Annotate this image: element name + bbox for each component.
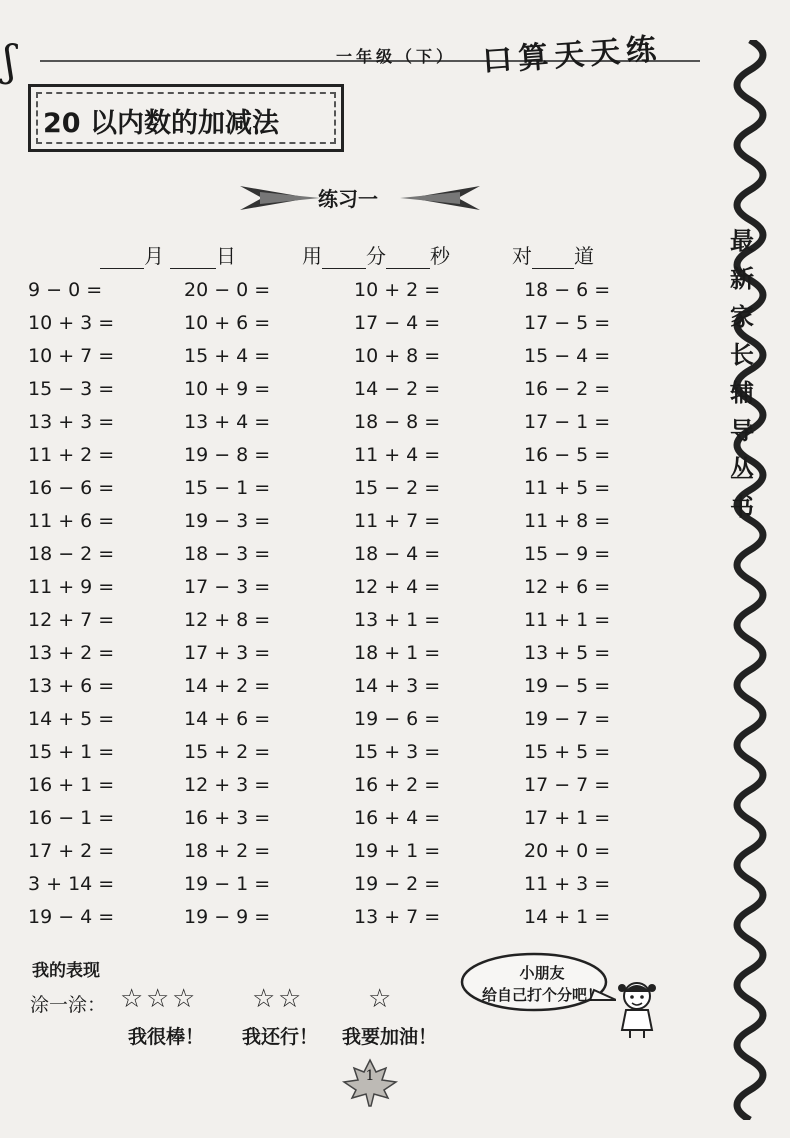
problem-item[interactable]: 9 − 0 = bbox=[28, 279, 103, 301]
problem-item[interactable]: 16 − 1 = bbox=[28, 807, 115, 829]
problem-item[interactable]: 11 + 7 = bbox=[354, 510, 441, 532]
problem-item[interactable]: 18 − 2 = bbox=[28, 543, 115, 565]
problem-item[interactable]: 14 + 6 = bbox=[184, 708, 271, 730]
problem-item[interactable]: 15 − 9 = bbox=[524, 543, 611, 565]
problem-item[interactable]: 16 + 1 = bbox=[28, 774, 115, 796]
series-char: 长 bbox=[730, 340, 754, 369]
problem-item[interactable]: 13 + 4 = bbox=[184, 411, 271, 433]
problem-item[interactable]: 18 + 1 = bbox=[354, 642, 441, 664]
problem-column-3 bbox=[354, 276, 440, 936]
problem-item[interactable]: 14 + 1 = bbox=[524, 906, 611, 928]
problem-item[interactable]: 17 − 5 = bbox=[524, 312, 611, 334]
star-icon[interactable]: ☆ bbox=[172, 984, 196, 1014]
series-char: 丛 bbox=[730, 454, 754, 483]
series-char: 新 bbox=[730, 264, 754, 293]
problem-item[interactable]: 15 + 5 = bbox=[524, 741, 611, 763]
problem-item[interactable]: 15 + 1 = bbox=[28, 741, 115, 763]
problem-item[interactable]: 3 + 14 = bbox=[28, 873, 115, 895]
problem-item[interactable]: 11 + 8 = bbox=[524, 510, 611, 532]
problem-item[interactable]: 14 − 2 = bbox=[354, 378, 441, 400]
problem-item[interactable]: 10 + 6 = bbox=[184, 312, 271, 334]
problem-item[interactable]: 19 − 4 = bbox=[28, 906, 115, 928]
series-char: 家 bbox=[730, 302, 754, 331]
problem-item[interactable]: 11 + 9 = bbox=[28, 576, 115, 598]
problem-item[interactable]: 17 − 1 = bbox=[524, 411, 611, 433]
problem-item[interactable]: 10 + 9 = bbox=[184, 378, 271, 400]
star-icon[interactable]: ☆ bbox=[252, 984, 276, 1014]
problem-item[interactable]: 19 − 7 = bbox=[524, 708, 611, 730]
month-field[interactable]: 月 bbox=[100, 240, 164, 269]
problem-item[interactable]: 15 − 1 = bbox=[184, 477, 271, 499]
day-field[interactable]: 日 bbox=[170, 240, 236, 269]
speech-bubble-text: 小朋友 给自己打个分吧！ bbox=[482, 964, 603, 1004]
series-char: 导 bbox=[730, 416, 754, 445]
problem-item[interactable]: 16 + 4 = bbox=[354, 807, 441, 829]
rating-stars bbox=[120, 986, 420, 1016]
problem-item[interactable]: 14 + 5 = bbox=[28, 708, 115, 730]
star-icon[interactable]: ☆ bbox=[120, 984, 144, 1014]
problem-item[interactable]: 18 − 6 = bbox=[524, 279, 611, 301]
problem-item[interactable]: 12 + 6 = bbox=[524, 576, 611, 598]
problem-item[interactable]: 16 − 6 = bbox=[28, 477, 115, 499]
problem-item[interactable]: 16 − 2 = bbox=[524, 378, 611, 400]
problem-item[interactable]: 10 + 7 = bbox=[28, 345, 115, 367]
problem-item[interactable]: 17 − 4 = bbox=[354, 312, 441, 334]
problem-item[interactable]: 18 − 8 = bbox=[354, 411, 441, 433]
problem-item[interactable]: 19 − 5 = bbox=[524, 675, 611, 697]
problem-item[interactable]: 19 − 3 = bbox=[184, 510, 271, 532]
problem-item[interactable]: 12 + 7 = bbox=[28, 609, 115, 631]
problem-item[interactable]: 17 − 7 = bbox=[524, 774, 611, 796]
problem-item[interactable]: 17 + 1 = bbox=[524, 807, 611, 829]
problem-item[interactable]: 15 + 3 = bbox=[354, 741, 441, 763]
problem-item[interactable]: 16 − 5 = bbox=[524, 444, 611, 466]
problem-item[interactable]: 17 + 3 = bbox=[184, 642, 271, 664]
problem-item[interactable]: 17 − 3 = bbox=[184, 576, 271, 598]
problem-item[interactable]: 19 − 6 = bbox=[354, 708, 441, 730]
corner-curl-ornament: ʃ bbox=[4, 36, 16, 85]
problem-item[interactable]: 12 + 4 = bbox=[354, 576, 441, 598]
page-number: 1 bbox=[365, 1068, 375, 1084]
problem-item[interactable]: 13 + 2 = bbox=[28, 642, 115, 664]
problem-item[interactable]: 16 + 3 = bbox=[184, 807, 271, 829]
star-icon[interactable]: ☆ bbox=[368, 984, 392, 1014]
problem-item[interactable]: 11 + 5 = bbox=[524, 477, 611, 499]
date-time-score-line bbox=[100, 240, 640, 266]
problem-item[interactable]: 19 − 9 = bbox=[184, 906, 271, 928]
problem-item[interactable]: 14 + 2 = bbox=[184, 675, 271, 697]
series-title-vertical bbox=[722, 222, 762, 526]
problem-item[interactable]: 11 + 4 = bbox=[354, 444, 441, 466]
problem-item[interactable]: 11 + 3 = bbox=[524, 873, 611, 895]
problem-item[interactable]: 20 − 0 = bbox=[184, 279, 271, 301]
problem-item[interactable]: 20 + 0 = bbox=[524, 840, 611, 862]
problem-item[interactable]: 19 − 1 = bbox=[184, 873, 271, 895]
problem-item[interactable]: 19 − 8 = bbox=[184, 444, 271, 466]
problem-item[interactable]: 11 + 2 = bbox=[28, 444, 115, 466]
book-brand-title: 口算天天练 bbox=[481, 31, 664, 80]
problem-column-4 bbox=[524, 276, 610, 936]
section-title: 20 以内数的加减法 bbox=[43, 108, 279, 139]
problem-item[interactable]: 13 + 1 = bbox=[354, 609, 441, 631]
correct-count-field[interactable]: 对 道 bbox=[512, 244, 594, 268]
series-char: 书 bbox=[730, 492, 754, 521]
problem-column-2 bbox=[184, 276, 270, 936]
problem-item[interactable]: 18 − 4 = bbox=[354, 543, 441, 565]
star-icon[interactable]: ☆ bbox=[278, 984, 302, 1014]
exercise-label: 练习一 bbox=[318, 187, 378, 211]
problem-item[interactable]: 12 + 8 = bbox=[184, 609, 271, 631]
rating-try-harder: 我要加油！ bbox=[342, 1026, 438, 1048]
problem-item[interactable]: 16 + 2 = bbox=[354, 774, 441, 796]
problem-item[interactable]: 18 − 3 = bbox=[184, 543, 271, 565]
rating-ok: 我还行！ bbox=[242, 1026, 319, 1048]
problem-item[interactable]: 13 + 7 = bbox=[354, 906, 441, 928]
section-title-box bbox=[28, 84, 344, 152]
performance-heading: 我的表现 bbox=[32, 961, 100, 981]
problem-item[interactable]: 15 + 4 = bbox=[184, 345, 271, 367]
girl-cartoon-icon bbox=[612, 978, 662, 1040]
problem-item[interactable]: 17 + 2 = bbox=[28, 840, 115, 862]
problem-item[interactable]: 12 + 3 = bbox=[184, 774, 271, 796]
problem-item[interactable]: 11 + 1 = bbox=[524, 609, 611, 631]
problem-item[interactable]: 15 − 2 = bbox=[354, 477, 441, 499]
problem-item[interactable]: 14 + 3 = bbox=[354, 675, 441, 697]
rating-great: 我很棒！ bbox=[128, 1026, 205, 1048]
problem-item[interactable]: 13 + 5 = bbox=[524, 642, 611, 664]
series-char: 辅 bbox=[730, 378, 754, 407]
problem-item[interactable]: 15 − 3 = bbox=[28, 378, 115, 400]
series-char: 最 bbox=[730, 226, 754, 255]
problem-item[interactable]: 13 + 6 = bbox=[28, 675, 115, 697]
problem-item[interactable]: 18 + 2 = bbox=[184, 840, 271, 862]
problem-item[interactable]: 13 + 3 = bbox=[28, 411, 115, 433]
star-icon[interactable]: ☆ bbox=[146, 984, 170, 1014]
time-used-field[interactable]: 用 分 秒 bbox=[302, 244, 450, 268]
problem-item[interactable]: 11 + 6 = bbox=[28, 510, 115, 532]
problem-item[interactable]: 15 − 4 = bbox=[524, 345, 611, 367]
problem-item[interactable]: 19 + 1 = bbox=[354, 840, 441, 862]
grade-label: 一年级（下） bbox=[336, 47, 457, 66]
problem-item[interactable]: 15 + 2 = bbox=[184, 741, 271, 763]
color-in-prompt: 涂一涂： bbox=[30, 994, 107, 1016]
problem-item[interactable]: 10 + 3 = bbox=[28, 312, 115, 334]
problem-column-1 bbox=[28, 276, 114, 936]
problem-item[interactable]: 19 − 2 = bbox=[354, 873, 441, 895]
chain-border-ornament bbox=[720, 40, 780, 1120]
problem-item[interactable]: 10 + 8 = bbox=[354, 345, 441, 367]
problem-item[interactable]: 10 + 2 = bbox=[354, 279, 441, 301]
